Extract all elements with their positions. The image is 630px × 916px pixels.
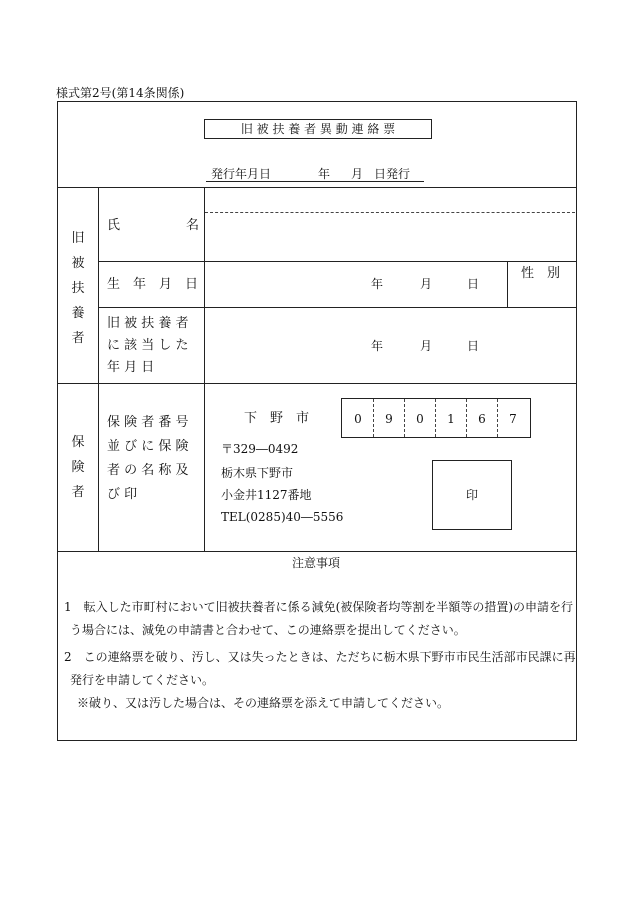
form-title: 旧 被 扶 養 者 異 動 連 絡 票 bbox=[240, 122, 396, 136]
column-divider bbox=[98, 187, 99, 551]
insurer-section-label: 保険者 bbox=[71, 435, 85, 500]
applicable-month-unit: 月 bbox=[420, 339, 433, 353]
insurer-field-label-line4: び 印 bbox=[107, 487, 138, 502]
name-label-a: 氏 bbox=[107, 218, 121, 233]
insurer-number-digit: 6 bbox=[478, 412, 486, 426]
issue-date-label: 発行年月日 bbox=[211, 167, 272, 181]
birth-month-unit: 月 bbox=[420, 277, 433, 291]
form-number-label: 様式第2号(第14条関係) bbox=[56, 86, 185, 100]
column-divider bbox=[204, 187, 205, 551]
insurer-postal-code: 〒329―0492 bbox=[221, 442, 299, 456]
insurer-phone: TEL(0285)40―5556 bbox=[221, 510, 344, 524]
issue-year-unit: 年 bbox=[318, 167, 331, 181]
insurer-number-digit: 1 bbox=[447, 412, 455, 426]
insurer-field-label-line3: 者 の 名 称 及 bbox=[107, 463, 189, 478]
note-item-2-line1: 2 この連絡票を破り、汚し、又は失ったときは、ただちに栃木県下野市市民生活部市民課に再 bbox=[64, 650, 576, 664]
note-remark: ※破り、又は汚した場合は、その連絡票を添えて申請してください。 bbox=[77, 696, 450, 710]
insurer-city-name: 下 野 市 bbox=[244, 411, 310, 426]
applicable-year-unit: 年 bbox=[371, 339, 384, 353]
notes-heading: 注意事項 bbox=[292, 556, 341, 570]
form-title-box bbox=[204, 119, 432, 139]
gender-label: 性 別 bbox=[521, 266, 561, 281]
note-item-1-line2: う場合には、減免の申請書と合わせて、この連絡票を提出してください。 bbox=[70, 623, 466, 637]
gender-column-divider bbox=[507, 261, 508, 307]
note-item-2-line2: 発行を申請してください。 bbox=[70, 673, 215, 687]
seal-label: 印 bbox=[465, 488, 478, 502]
birth-day-unit: 日 bbox=[467, 277, 480, 291]
applicable-date-label-line1: 旧 被 扶 養 者 bbox=[107, 316, 189, 331]
issue-day-unit: 日発行 bbox=[374, 167, 411, 181]
row-divider bbox=[58, 187, 576, 188]
seal-box bbox=[432, 460, 512, 530]
note-item-1-line1: 1 転入した市町村において旧被扶養者に係る減免(被保険者均等割を半額等の措置)の申請を行 bbox=[64, 600, 574, 614]
insurer-field-label-line2: 並 び に 保 険 bbox=[107, 439, 189, 454]
insurer-number-digit: 0 bbox=[416, 412, 424, 426]
former-dependent-section-label: 旧被扶養者 bbox=[71, 231, 85, 346]
insurer-number-digit: 9 bbox=[385, 412, 393, 426]
name-field[interactable] bbox=[210, 214, 572, 259]
issue-month-unit: 月 bbox=[351, 167, 364, 181]
issue-date-underline bbox=[206, 181, 424, 182]
insurer-address-line1: 栃木県下野市 bbox=[221, 466, 294, 480]
insurer-number-digit: 7 bbox=[509, 412, 517, 426]
birth-date-label: 生 年 月 日 bbox=[107, 277, 199, 292]
applicable-date-label-line2: に 該 当 し た bbox=[107, 338, 189, 353]
insurer-address-line2: 小金井1127番地 bbox=[221, 488, 312, 502]
row-divider bbox=[58, 551, 576, 552]
insurer-field-label-line1: 保 険 者 番 号 bbox=[107, 415, 189, 430]
applicable-day-unit: 日 bbox=[467, 339, 480, 353]
row-divider bbox=[58, 383, 576, 384]
furigana-divider bbox=[205, 212, 575, 213]
insurer-number-digit: 0 bbox=[354, 412, 362, 426]
row-divider bbox=[99, 307, 576, 308]
name-label-b: 名 bbox=[186, 218, 200, 233]
applicable-date-label-line3: 年 月 日 bbox=[107, 360, 155, 375]
birth-year-unit: 年 bbox=[371, 277, 384, 291]
row-divider bbox=[99, 261, 576, 262]
